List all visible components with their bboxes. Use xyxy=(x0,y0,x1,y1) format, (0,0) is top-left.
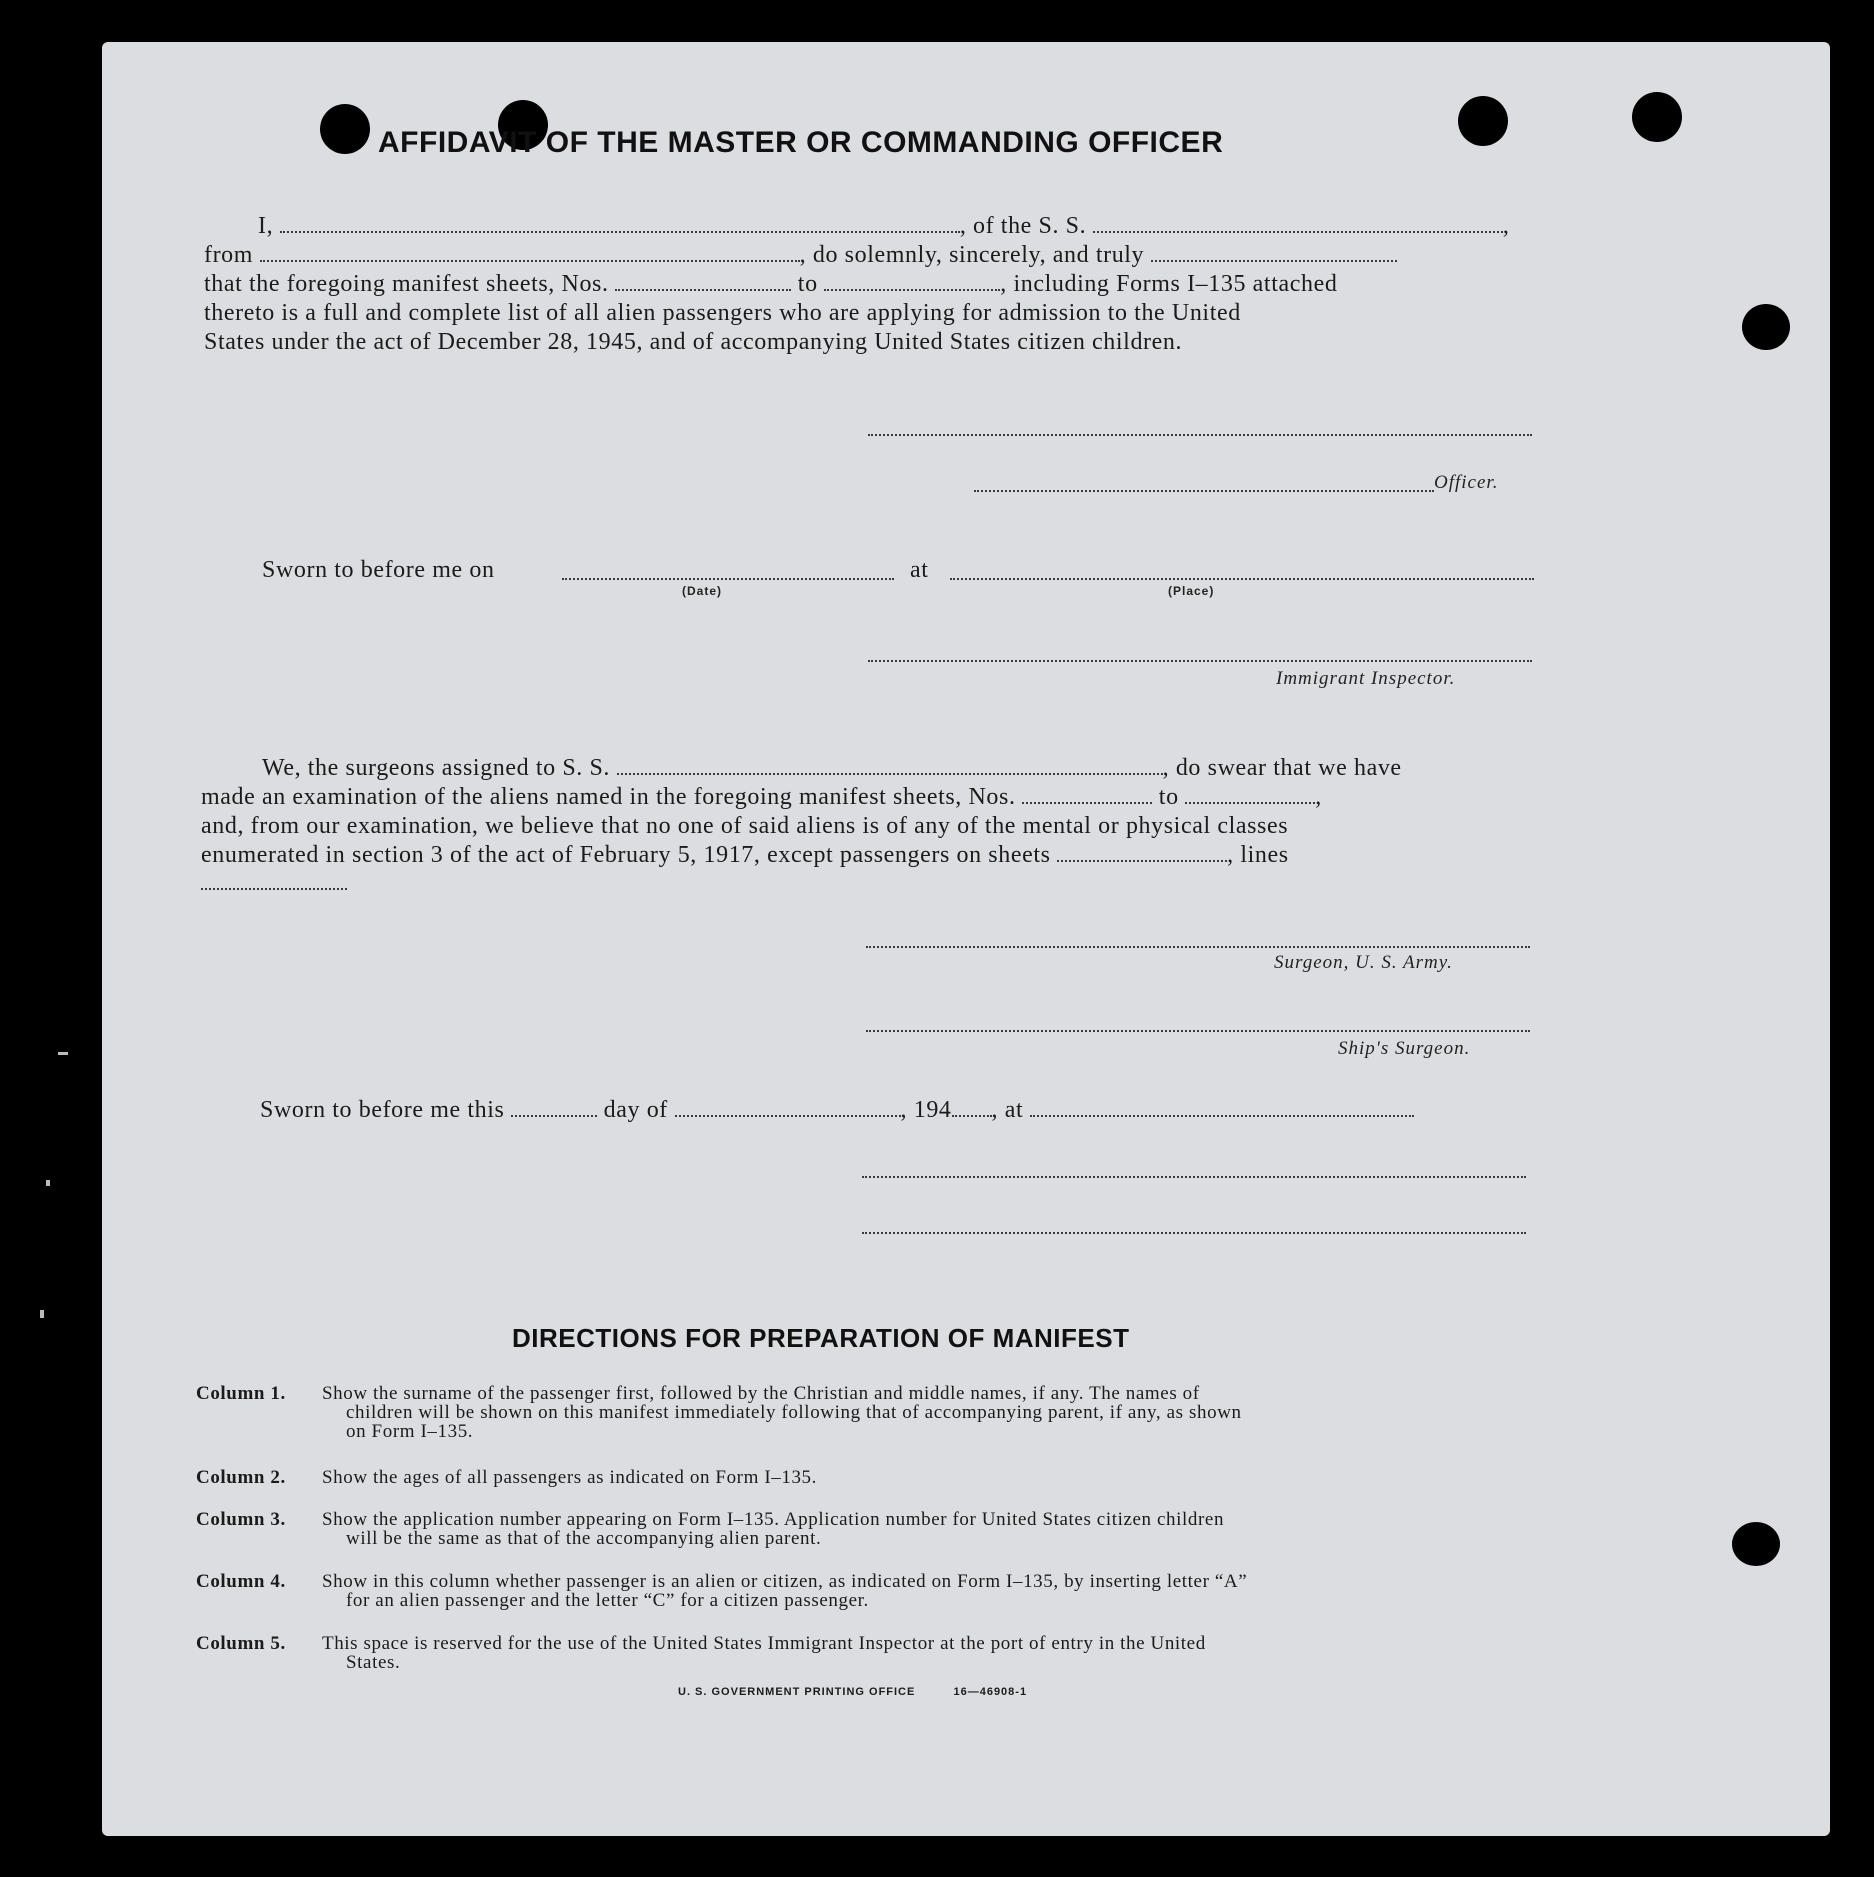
enumerated-label: enumerated in section 3 of the act of February 5, 1917, except passengers on sheets xyxy=(201,842,1051,868)
we-label: We, the surgeons assigned to S. S. xyxy=(262,755,611,781)
exam-sheets-from-field[interactable] xyxy=(1022,784,1152,804)
direction-text-line: This space is reserved for the use of the United States Immigrant Inspector at the port of entry in the United xyxy=(322,1633,1206,1654)
year-label: , 194 xyxy=(900,1097,952,1123)
direction-text-line: for an alien passenger and the letter “C” for a citizen passenger. xyxy=(346,1590,869,1611)
of-ss-label: , of the S. S. xyxy=(959,213,1087,239)
from-label: from xyxy=(204,242,254,268)
ship-surgeon-caption: Ship's Surgeon. xyxy=(1338,1038,1471,1059)
sworn-date-field[interactable] xyxy=(562,578,894,580)
foregoing-label: that the foregoing manifest sheets, Nos. xyxy=(204,271,609,297)
ship-name-field[interactable] xyxy=(1093,213,1503,233)
sworn-place-field[interactable] xyxy=(950,578,1534,580)
direction-text-line: on Form I–135. xyxy=(346,1421,474,1442)
direction-text-line: children will be shown on this manifest immediately following that of accompanying parent, if any, as shown xyxy=(346,1402,1242,1423)
affidavit-line-4: thereto is a full and complete list of all alien passengers who are applying for admission to the United xyxy=(204,300,1241,326)
sworn-year-field[interactable] xyxy=(952,1097,992,1117)
officer-caption: Officer. xyxy=(1434,472,1499,493)
day-of-label: day of xyxy=(603,1097,668,1123)
direction-column-2 xyxy=(196,1467,817,1488)
surgeons-line-4 xyxy=(201,841,1289,870)
army-surgeon-signature-line[interactable] xyxy=(866,946,1530,948)
oath-field[interactable] xyxy=(1151,242,1397,262)
sheets-from-field[interactable] xyxy=(615,271,791,291)
direction-text-line: Show the surname of the passenger first, followed by the Christian and middle names, if any. The names of xyxy=(322,1383,1200,1404)
sworn-at-label: at xyxy=(910,557,929,583)
direction-text-line: Show in this column whether passenger is an alien or citizen, as indicated on Form I–135, by inserting letter “A” xyxy=(322,1571,1248,1592)
inspector-signature-line[interactable] xyxy=(868,660,1532,662)
punch-hole xyxy=(1458,96,1508,146)
officer-title-field[interactable] xyxy=(974,490,1434,492)
direction-text-line: States. xyxy=(346,1652,401,1673)
sworn-at-label: , at xyxy=(991,1097,1024,1123)
punch-hole xyxy=(1732,1522,1780,1566)
surgeons-ship-field[interactable] xyxy=(617,755,1163,775)
sworn-day-field[interactable] xyxy=(511,1097,597,1117)
directions-heading: DIRECTIONS FOR PREPARATION OF MANIFEST xyxy=(512,1323,1130,1353)
form-number: 16—46908-1 xyxy=(953,1686,1028,1698)
officiant-title-line[interactable] xyxy=(862,1232,1526,1234)
solemnly-label: , do solemnly, sincerely, and truly xyxy=(799,242,1145,268)
inspector-caption: Immigrant Inspector. xyxy=(1276,668,1456,689)
ship-surgeon-signature-line[interactable] xyxy=(866,1030,1530,1032)
except-sheets-field[interactable] xyxy=(1057,842,1227,862)
sheets-to-field[interactable] xyxy=(824,271,1000,291)
sworn-month-field[interactable] xyxy=(675,1097,901,1117)
page-title: AFFIDAVIT OF THE MASTER OR COMMANDING OFFICER xyxy=(378,126,1224,159)
sworn-on-label: Sworn to before me on xyxy=(262,557,495,583)
affidavit-line-2 xyxy=(204,241,1397,270)
direction-text-line: Show the application number appearing on Form I–135. Application number for United States citizen children xyxy=(322,1509,1225,1530)
direction-label: Column 5. xyxy=(196,1633,286,1654)
scan-speck xyxy=(46,1180,50,1186)
scan-speck xyxy=(40,1310,44,1318)
sworn-this-label: Sworn to before me this xyxy=(260,1097,505,1123)
affidavit-line-1: I, , of the S. S. , xyxy=(258,213,1510,239)
exam-to-label: to xyxy=(1158,784,1179,810)
master-name-field[interactable] xyxy=(280,213,960,233)
i-label: I, xyxy=(258,213,274,239)
surgeons-line-3: and, from our examination, we believe that no one of said aliens is of any of the mental or physical classes xyxy=(201,813,1289,839)
including-label: , including Forms I–135 attached xyxy=(1000,271,1338,297)
place-caption: (Place) xyxy=(1168,584,1215,598)
lines-label: , lines xyxy=(1227,842,1289,868)
surgeons-line-2: made an examination of the aliens named in the foregoing manifest sheets, Nos. to , xyxy=(201,784,1322,810)
to-label: to xyxy=(797,271,818,297)
direction-text-line: Show the ages of all passengers as indicated on Form I–135. xyxy=(322,1467,817,1488)
printer-name: U. S. GOVERNMENT PRINTING OFFICE xyxy=(678,1686,916,1698)
from-port-field[interactable] xyxy=(260,242,800,262)
sworn-this-line xyxy=(260,1096,1414,1125)
printer-imprint xyxy=(678,1686,1027,1698)
direction-column-1 xyxy=(196,1383,1242,1442)
sworn-place-field[interactable] xyxy=(1030,1097,1414,1117)
officiant-signature-line[interactable] xyxy=(862,1176,1526,1178)
direction-label: Column 3. xyxy=(196,1509,286,1530)
affidavit-line-3 xyxy=(204,270,1337,299)
form-page xyxy=(102,42,1830,1836)
direction-column-5 xyxy=(196,1633,1206,1673)
direction-text-line: will be the same as that of the accompanying alien parent. xyxy=(346,1528,822,1549)
except-lines-field[interactable] xyxy=(201,888,347,890)
affidavit-line-5: States under the act of December 28, 1945, and of accompanying United States citizen children. xyxy=(204,329,1183,355)
direction-column-3 xyxy=(196,1509,1225,1549)
punch-hole xyxy=(1742,304,1790,350)
officer-signature-line[interactable] xyxy=(868,434,1532,436)
date-caption: (Date) xyxy=(682,584,723,598)
direction-label: Column 4. xyxy=(196,1571,286,1592)
surgeons-examination-label: made an examination of the aliens named in the foregoing manifest sheets, Nos. xyxy=(201,784,1016,810)
direction-column-4 xyxy=(196,1571,1248,1611)
punch-hole xyxy=(1632,92,1682,142)
swear-label: , do swear that we have xyxy=(1162,755,1402,781)
army-surgeon-caption: Surgeon, U. S. Army. xyxy=(1274,952,1453,973)
punch-hole xyxy=(320,104,370,154)
scan-speck xyxy=(58,1052,68,1055)
direction-label: Column 1. xyxy=(196,1383,286,1404)
exam-sheets-to-field[interactable] xyxy=(1185,784,1315,804)
surgeons-line-1 xyxy=(262,754,1402,783)
direction-label: Column 2. xyxy=(196,1467,286,1488)
